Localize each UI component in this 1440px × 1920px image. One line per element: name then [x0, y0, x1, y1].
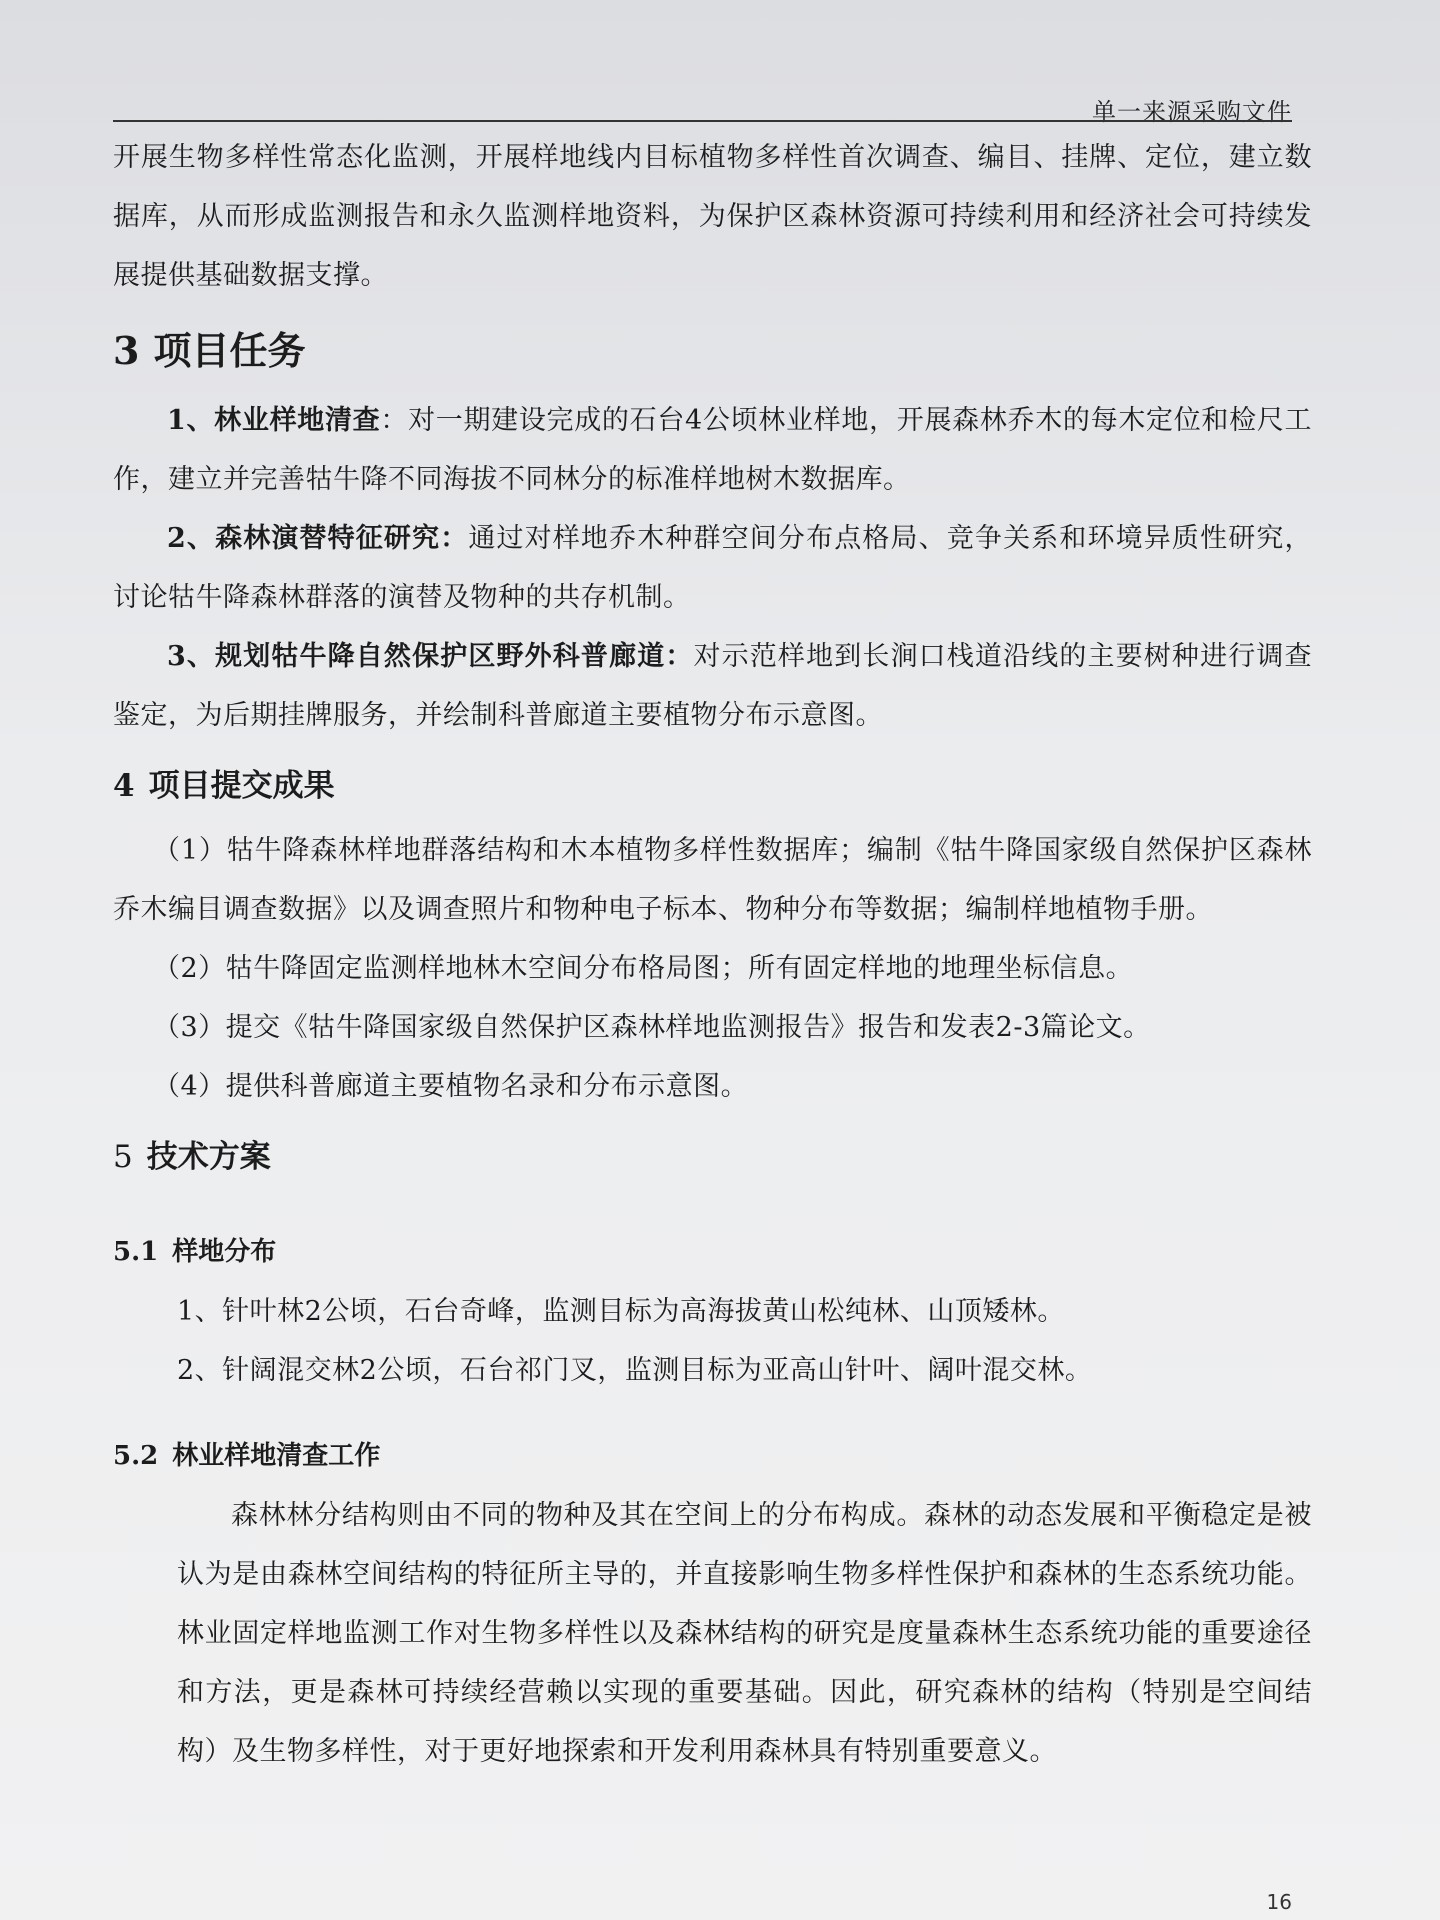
task-item-label: 2、森林演替特征研究： — [167, 523, 469, 554]
task-item-label: 1、林业样地清查 — [167, 405, 381, 436]
task-item-label: 3、规划牯牛降自然保护区野外科普廊道： — [167, 641, 694, 672]
section-3-heading — [113, 311, 1312, 391]
page-number: 16 — [1266, 1890, 1292, 1914]
section-5-1-heading — [113, 1222, 1312, 1282]
section-title: 林业样地清查工作 — [172, 1441, 381, 1471]
task-item-3 — [113, 627, 1312, 745]
page-header-title: 单一来源采购文件 — [1092, 98, 1292, 126]
section-5-heading — [113, 1122, 1312, 1192]
page-content — [113, 128, 1312, 1781]
header-rule — [113, 120, 1292, 122]
section-number: 4 — [113, 768, 135, 804]
section-5-2-paragraph: 森林林分结构则由不同的物种及其在空间上的分布构成。森林的动态发展和平衡稳定是被认为是由森林空间结构的特征所主导的，并直接影响生物多样性保护和森林的生态系统功能。林业固定样地监测工作对生物多样性以及森林结构的研究是度量森林生态系统功能的重要途径和方法，更是森林可持续经营赖以实现的重要基础。因此，研究森林的结构（特别是空间结构）及生物多样性，对于更好地探索和开发利用森林具有特别重要意义。 — [177, 1500, 1312, 1767]
task-item-text: 通过对样地乔木种群空间分布点格局、竞争关系和环境异质性研究，讨论牯牛降森林群落的演替及物种的共存机制。 — [113, 523, 1312, 613]
deliverable-item-4: （4）提供科普廊道主要植物名录和分布示意图。 — [153, 1071, 749, 1102]
task-item-2 — [113, 509, 1312, 627]
task-item-1 — [113, 391, 1312, 509]
section-title: 样地分布 — [172, 1237, 277, 1267]
task-item-text: 对一期建设完成的石台4公顷林业样地，开展森林乔木的每木定位和检尺工作，建立并完善牯牛降不同海拔不同林分的标准样地树木数据库。 — [113, 405, 1312, 495]
deliverable-item-3: （3）提交《牯牛降国家级自然保护区森林样地监测报告》报告和发表2-3篇论文。 — [153, 1012, 1151, 1043]
section-4-heading — [113, 751, 1312, 821]
task-item-sep: ： — [380, 405, 409, 436]
deliverable-item-1: （1）牯牛降森林样地群落结构和木本植物多样性数据库；编制《牯牛降国家级自然保护区森林乔木编目调查数据》以及调查照片和物种电子标本、物种分布等数据；编制样地植物手册。 — [113, 835, 1312, 925]
deliverable-item-2: （2）牯牛降固定监测样地林木空间分布格局图；所有固定样地的地理坐标信息。 — [153, 953, 1134, 984]
plot-item-1: 1、针叶林2公顷，石台奇峰，监测目标为高海拔黄山松纯林、山顶矮林。 — [177, 1296, 1065, 1327]
section-5-2-heading — [113, 1426, 1312, 1486]
section-number: 3 — [113, 328, 140, 373]
plot-item-2: 2、针阔混交林2公顷，石台祁门叉，监测目标为亚高山针叶、阔叶混交林。 — [177, 1355, 1093, 1386]
section-number: 5.1 — [113, 1237, 159, 1267]
section-title: 项目任务 — [153, 328, 306, 373]
section-title: 技术方案 — [146, 1139, 271, 1175]
section-title: 项目提交成果 — [148, 768, 335, 804]
intro-paragraph: 开展生物多样性常态化监测，开展样地线内目标植物多样性首次调查、编目、挂牌、定位，建立数据库，从而形成监测报告和永久监测样地资料，为保护区森林资源可持续利用和经济社会可持续发展提供基础数据支撑。 — [113, 142, 1312, 291]
section-number: 5.2 — [113, 1441, 159, 1471]
section-number: 5 — [113, 1139, 133, 1175]
task-item-text: 对示范样地到长涧口栈道沿线的主要树种进行调查鉴定，为后期挂牌服务，并绘制科普廊道主要植物分布示意图。 — [113, 641, 1312, 731]
